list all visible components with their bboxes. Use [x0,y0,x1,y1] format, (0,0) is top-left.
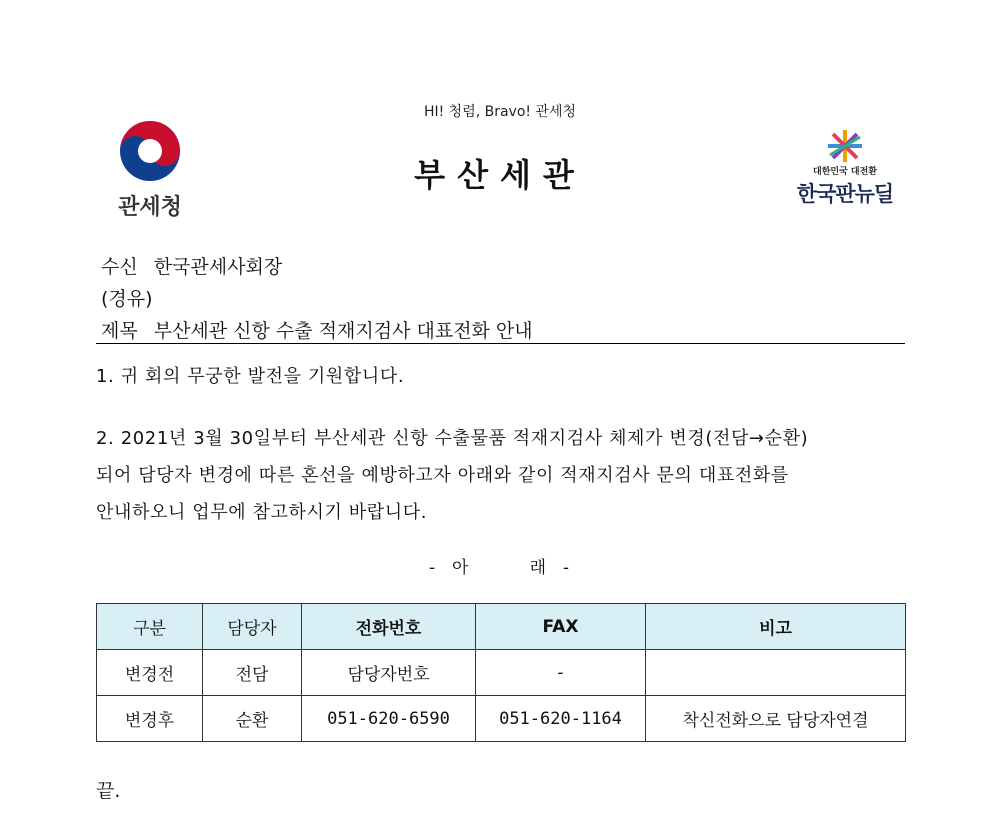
table-cell: 순환 [203,696,302,742]
via-line: (경유) [101,288,153,310]
header-divider [96,343,905,344]
table-row [97,696,906,742]
table-cell: 착신전화으로 담당자연결 [646,696,906,742]
subject-line [101,316,533,343]
subject-label: 제목 [101,320,138,342]
paragraph-2 [96,420,916,531]
note-heading [0,553,1000,578]
note-text: - 아 래 - [429,558,571,578]
table-cell [646,650,906,696]
recipient-value: 한국관세사회장 [153,256,283,278]
table-header-row [97,604,906,650]
table-cell: 변경후 [97,696,203,742]
table-header: 구분 [97,604,203,650]
paragraph-1 [96,358,916,395]
table-cell: 변경전 [97,650,203,696]
table-cell: 051-620-1164 [476,696,646,742]
slogan: HI! 청렴, Bravo! 관세청 [423,104,577,120]
recipient-label: 수신 [101,256,138,278]
table-cell: - [476,650,646,696]
newdeal-logo-text: 한국판뉴딜 [796,182,894,206]
paragraph-2-line: 안내하오니 업무에 참고하시기 바랍니다. [96,502,428,523]
table-header: 담당자 [203,604,302,650]
newdeal-logo [790,128,900,218]
subject-value: 부산세관 신항 수출 적재지검사 대표전화 안내 [153,320,533,342]
newdeal-logo-small-text: 대한민국 대전환 [813,167,877,177]
paragraph-1-text: 1. 귀 회의 무궁한 발전을 기원합니다. [96,366,405,387]
table-cell: 전담 [203,650,302,696]
starburst-icon [790,128,900,164]
contact-table [96,603,906,742]
closing-mark: 끝. [96,780,121,802]
table-header: 전화번호 [302,604,476,650]
customs-logo [105,118,195,228]
table-cell: 담당자번호 [302,650,476,696]
table-header: FAX [476,604,646,650]
paragraph-2-line: 되어 담당자 변경에 따른 혼선을 예방하고자 아래와 같이 적재지검사 문의 대표전화를 [96,465,789,486]
recipient-line [101,252,282,279]
table-cell: 051-620-6590 [302,696,476,742]
table-header: 비고 [646,604,906,650]
customs-logo-text: 관세청 [118,195,182,220]
table-row [97,650,906,696]
taegeuk-icon [105,118,195,188]
paragraph-2-line: 2. 2021년 3월 30일부터 부산세관 신항 수출물품 적재지검사 체제가 변경(전담→순환) [96,428,809,449]
org-title: 부산세관 [414,156,586,194]
